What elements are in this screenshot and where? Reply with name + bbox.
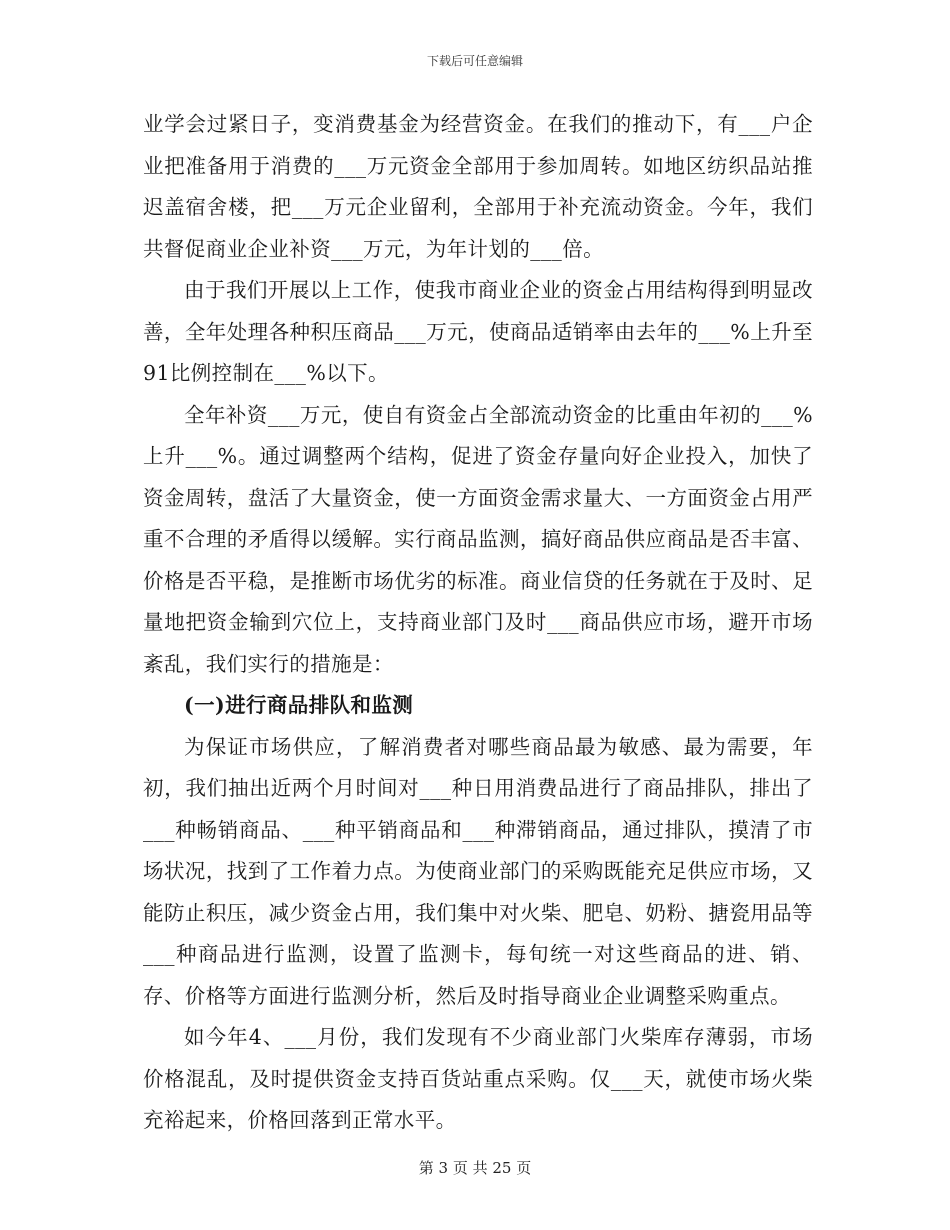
header-note: 下载后可任意编辑: [426, 54, 523, 68]
paragraph-result: 由于我们开展以上工作，使我市商业企业的资金占用结构得到明显改善，全年处理各种积压商品___万元，使商品适销率由去年的___%上升至91比例控制在___%以下。: [143, 278, 813, 385]
page-number: 第 3 页 共 25 页: [418, 1159, 532, 1177]
paragraph-example: 如今年4、___月份，我们发现有不少商业部门火柴库存薄弱，市场价格混乱，及时提供资金支持百货站重点采购。仅___天，就使市场火柴充裕起来，价格回落到正常水平。: [143, 1025, 813, 1132]
paragraph-ranking: 为保证市场供应，了解消费者对哪些商品最为敏感、最为需要，年初，我们抽出近两个月时间对___种日用消费品进行了商品排队，排出了___种畅销商品、___种平销商品和___种滞销商品，通过排队，摸清了市场状况，找到了工作着力点。为使商业部门的采购既能充足供应市场，又能防止积压，减少资金占用，我们集中对火柴、肥皂、奶粉、搪瓷用品等___种商品进行监测，设置了监测卡，每旬统一对这些商品的进、销、存、价格等方面进行监测分析，然后及时指导商业企业调整采购重点。: [143, 734, 813, 1008]
paragraph-continuation: 业学会过紧日子，变消费基金为经营资金。在我们的推动下，有___户企业把准备用于消费的___万元资金全部用于参加周转。如地区纺织品站推迟盖宿舍楼，把___万元企业留利，全部用于补充流动资金。今年，我们共督促商业企业补资___万元，为年计划的___倍。: [143, 112, 813, 261]
paragraph-capital: 全年补资___万元，使自有资金占全部流动资金的比重由年初的___%上升___%。通过调整两个结构，促进了资金存量向好企业投入，加快了资金周转，盘活了大量资金，使一方面资金需求量大、一方面资金占用严重不合理的矛盾得以缓解。实行商品监测，搞好商品供应商品是否丰富、价格是否平稳，是推断市场优劣的标准。商业信贷的任务就在于及时、足量地把资金输到穴位上，支持商业部门及时___商品供应市场，避开市场紊乱，我们实行的措施是：: [143, 402, 813, 676]
section-heading: (一)进行商品排队和监测: [184, 693, 414, 717]
document-body: [143, 104, 813, 1142]
